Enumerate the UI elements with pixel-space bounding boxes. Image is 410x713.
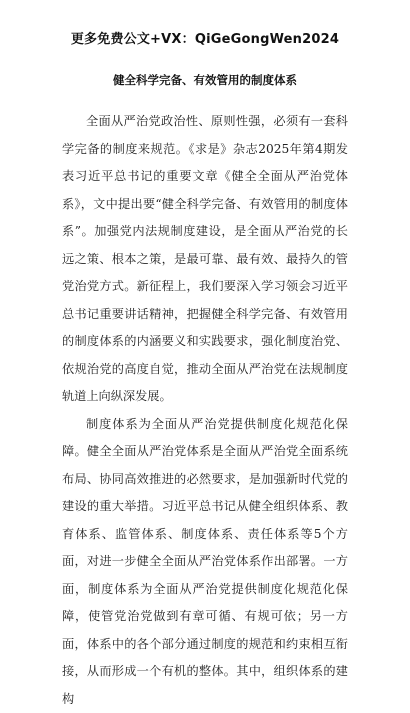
paragraph-2: 制度体系为全面从严治党提供制度化规范化保障。健全全面从严治党体系是全面从严治党全面系统布局、协同高效推进的必然要求，是加强新时代党的建设的重大举措。习近平总书记从健全组织体系、教育体系、监管体系、制度体系、责任体系等5个方面，对进一步健全全面从严治党体系作出部署。一方面，制度体系为全面从严治党提供制度化规范化保障，使管党治党做到有章可循、有规可依；另一方面，体系中的各个部分通过制度的规范和约束相互衔接，从而形成一个有机的整体。其中，组织体系的建构 (62, 411, 348, 713)
document-title: 健全科学完备、有效管用的制度体系 (0, 72, 410, 88)
promo-header: 更多免费公文+VX：QiGeGongWen2024 (0, 28, 410, 47)
paragraph-1: 全面从严治党政治性、原则性强，必须有一套科学完备的制度来规范。《求是》杂志2025年第4期发表习近平总书记的重要文章《健全全面从严治党体系》，文中提出要“健全科学完备、有效管用的制度体系”。加强党内法规制度建设，是全面从严治党的长远之策、根本之策，是最可靠、最有效、最持久的管党治党方式。新征程上，我们要深入学习领会习近平总书记重要讲话精神，把握健全科学完备、有效管用的制度体系的内涵要义和实践要求，强化制度治党、依规治党的高度自觉，推动全面从严治党在法规制度轨道上向纵深发展。 (62, 108, 348, 411)
document-body (62, 108, 348, 713)
